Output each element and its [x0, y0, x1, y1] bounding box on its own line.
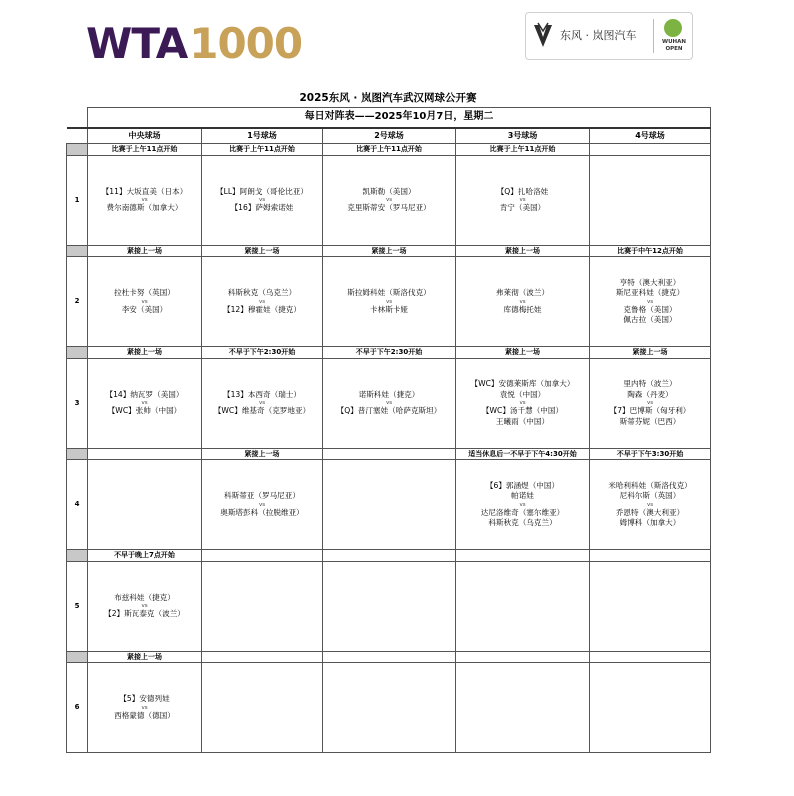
court-header: 3号球场: [456, 128, 590, 144]
start-time: 不早于下午2:30开始: [202, 347, 323, 359]
player-name: 【WC】汤千慧（中国）: [481, 406, 564, 415]
empty-match-cell: [590, 663, 711, 753]
row-number-spacer: [67, 448, 88, 460]
start-time: 比赛于上午11点开始: [456, 144, 590, 156]
empty-match-cell: [202, 663, 323, 753]
player-name: 【16】萨姆索诺娃: [230, 203, 294, 212]
versus-label: vs: [519, 400, 526, 406]
page-title: 2025东风 · 岚图汽车武汉网球公开赛: [299, 92, 477, 104]
versus-label: vs: [258, 400, 266, 406]
empty-match-cell: [88, 460, 202, 550]
player-name: 【LL】阿朗戈（哥伦比亚）: [216, 186, 308, 196]
start-time: 紧接上一场: [202, 245, 323, 257]
player-name: 【WC】张帅（中国）: [107, 406, 182, 415]
start-time: 不早于晚上7点开始: [88, 550, 202, 562]
player-name: 【7】巴博斯（匈牙利）: [609, 406, 691, 415]
player-name: 【5】安德列娃: [119, 694, 170, 703]
sponsor-divider: [653, 19, 654, 53]
player-name: 斯蒂芬妮（巴西）: [619, 416, 681, 426]
player-name: 西格蒙德（德国）: [114, 710, 175, 720]
row-number-spacer: [67, 347, 88, 359]
player-name: 陶森（丹麦）: [627, 389, 673, 399]
start-time: 比赛于上午11点开始: [202, 144, 323, 156]
empty-match-cell: [456, 663, 590, 753]
match-cell: [590, 358, 711, 448]
versus-label: vs: [385, 298, 393, 305]
versus-label: vs: [519, 501, 526, 508]
match-cell: [456, 155, 590, 245]
start-time: 比赛于上午11点开始: [323, 144, 456, 156]
versus-label: vs: [385, 400, 393, 406]
empty-match-cell: [323, 663, 456, 753]
row-number-spacer: [67, 651, 88, 663]
player-name: 斯尼亚科娃（捷克）: [615, 288, 685, 297]
player-name: 里内特（波兰）: [623, 379, 677, 388]
match-cell: [88, 561, 202, 651]
player-name: 拉杜卡努（英国）: [114, 288, 175, 297]
sponsor-name: 东风 · 岚图汽车: [560, 29, 637, 42]
start-time: [456, 651, 590, 663]
court-header: 中央球场: [88, 128, 202, 144]
player-name: 【Q】扎哈洛娃: [496, 186, 549, 196]
start-time: [456, 550, 590, 562]
start-time: [323, 550, 456, 562]
player-name: 布兹科娃（捷克）: [114, 592, 175, 602]
start-time: [590, 651, 711, 663]
player-name: 乔恩特（澳大利亚）: [615, 507, 685, 517]
match-cell: [590, 257, 711, 347]
match-order-number: 2: [67, 257, 88, 347]
start-time: 紧接上一场: [456, 245, 590, 257]
player-name: 【6】郭涵煜（中国）: [485, 480, 560, 490]
empty-match-cell: [456, 561, 590, 651]
player-name: 克鲁格（美国）: [623, 304, 677, 314]
player-name: 【12】穆霍娃（捷克）: [222, 304, 301, 314]
player-name: 弗莱彻（波兰）: [495, 288, 550, 297]
start-time: 紧接上一场: [88, 651, 202, 663]
match-order-number: 5: [67, 561, 88, 651]
start-time: [323, 651, 456, 663]
player-name: 凯斯勒（美国）: [362, 186, 416, 196]
match-cell: [88, 358, 202, 448]
start-time: [88, 448, 202, 460]
versus-label: vs: [141, 400, 148, 406]
versus-label: vs: [258, 197, 266, 203]
versus-label: vs: [646, 501, 654, 508]
player-name: 达尼洛维奇（塞尔维亚）: [480, 507, 565, 517]
sponsor-logo: [525, 12, 693, 60]
versus-label: vs: [141, 603, 148, 609]
start-time: 紧接上一场: [88, 245, 202, 257]
versus-label: vs: [258, 501, 266, 508]
empty-match-cell: [590, 561, 711, 651]
match-order-number: 3: [67, 358, 88, 448]
player-name: 王曦雨（中国）: [495, 416, 550, 426]
player-name: 姆博科（加拿大）: [619, 518, 681, 527]
player-name: 【Q】普汀塞娃（哈萨克斯坦）: [336, 406, 442, 415]
versus-label: vs: [519, 298, 526, 305]
match-cell: [323, 358, 456, 448]
versus-label: vs: [385, 197, 393, 203]
match-cell: [202, 358, 323, 448]
player-name: 奥斯塔彭科（拉脱维亚）: [220, 507, 304, 517]
start-time: [590, 144, 711, 156]
versus-label: vs: [141, 298, 148, 305]
row-number-spacer: [67, 245, 88, 257]
player-name: 科斯秋克（乌克兰）: [488, 518, 557, 527]
start-time: 适当休息后一不早于下午4:30开始: [456, 448, 590, 460]
empty-match-cell: [323, 561, 456, 651]
player-name: 【WC】维基奇（克罗地亚）: [213, 406, 311, 415]
match-order-number: 6: [67, 663, 88, 753]
player-name: 袁悦（中国）: [499, 389, 546, 399]
player-name: 【WC】安德莱斯库（加拿大）: [470, 379, 575, 388]
empty-match-cell: [323, 460, 456, 550]
player-name: 科斯秋克（乌克兰）: [227, 288, 297, 297]
empty-match-cell: [590, 155, 711, 245]
match-cell: [323, 257, 456, 347]
match-cell: [590, 460, 711, 550]
player-name: 李安（美国）: [121, 304, 168, 314]
start-time: 紧接上一场: [590, 347, 711, 359]
player-name: 佩古拉（美国）: [623, 315, 677, 324]
voyah-logo-icon: [532, 21, 554, 51]
start-time: 紧接上一场: [202, 448, 323, 460]
wta-1000-logo: WTA1000: [86, 19, 303, 68]
order-of-play-table: [66, 107, 711, 753]
player-name: 库德梅托娃: [503, 304, 542, 314]
start-time: 不早于下午2:30开始: [323, 347, 456, 359]
start-time: 紧接上一场: [323, 245, 456, 257]
player-name: 尼科尔斯（英国）: [619, 491, 681, 500]
versus-label: vs: [141, 197, 148, 203]
player-name: 【2】斯瓦泰克（波兰）: [104, 609, 185, 618]
versus-label: vs: [141, 704, 148, 711]
start-time: [323, 448, 456, 460]
player-name: 克里斯蒂安（罗马尼亚）: [347, 203, 431, 212]
player-name: 【11】大坂直美（日本）: [101, 186, 188, 196]
versus-label: vs: [519, 197, 526, 203]
empty-match-cell: [202, 561, 323, 651]
player-name: 斯拉姆科娃（斯洛伐克）: [347, 288, 431, 297]
player-name: 科斯蒂亚（罗马尼亚）: [224, 491, 300, 500]
match-cell: [456, 257, 590, 347]
match-order-number: 4: [67, 460, 88, 550]
tennis-ball-icon: [664, 19, 682, 37]
schedule-subtitle: 每日对阵表——2025年10月7日，星期二: [88, 108, 711, 129]
start-time: 比赛于上午11点开始: [88, 144, 202, 156]
match-cell: [323, 155, 456, 245]
player-name: 费尔南德斯（加拿大）: [106, 203, 183, 212]
start-time: [202, 651, 323, 663]
start-time: 紧接上一场: [88, 347, 202, 359]
match-cell: [202, 460, 323, 550]
versus-label: vs: [646, 298, 654, 305]
court-header: 4号球场: [590, 128, 711, 144]
court-header: 2号球场: [323, 128, 456, 144]
start-time: [590, 550, 711, 562]
player-name: 亨特（澳大利亚）: [619, 277, 681, 287]
versus-label: vs: [258, 298, 266, 305]
wuhan-open-label: WUHAN OPEN: [662, 39, 686, 52]
start-time: 比赛于中午12点开始: [590, 245, 711, 257]
match-cell: [456, 358, 590, 448]
player-name: 【14】纳瓦罗（美国）: [105, 389, 184, 399]
player-name: 【13】本西奇（瑞士）: [222, 389, 301, 399]
player-name: 卡林斯卡娅: [370, 304, 408, 314]
row-number-spacer: [67, 550, 88, 562]
match-cell: [202, 257, 323, 347]
court-header: 1号球场: [202, 128, 323, 144]
match-cell: [202, 155, 323, 245]
match-cell: [88, 663, 202, 753]
match-cell: [88, 257, 202, 347]
player-name: 诺斯科娃（捷克）: [358, 389, 420, 399]
corner-cell: [67, 128, 88, 144]
match-cell: [456, 460, 590, 550]
start-time: 紧接上一场: [456, 347, 590, 359]
start-time: 不早于下午3:30开始: [590, 448, 711, 460]
versus-label: vs: [646, 400, 654, 406]
start-time: [202, 550, 323, 562]
corner-cell: [67, 108, 88, 129]
row-number-spacer: [67, 144, 88, 156]
player-name: 肯宁（美国）: [499, 203, 546, 212]
match-order-number: 1: [67, 155, 88, 245]
player-name: 米哈利科娃（斯洛伐克）: [608, 480, 692, 490]
player-name: 帕诺娃: [511, 491, 534, 500]
match-cell: [88, 155, 202, 245]
